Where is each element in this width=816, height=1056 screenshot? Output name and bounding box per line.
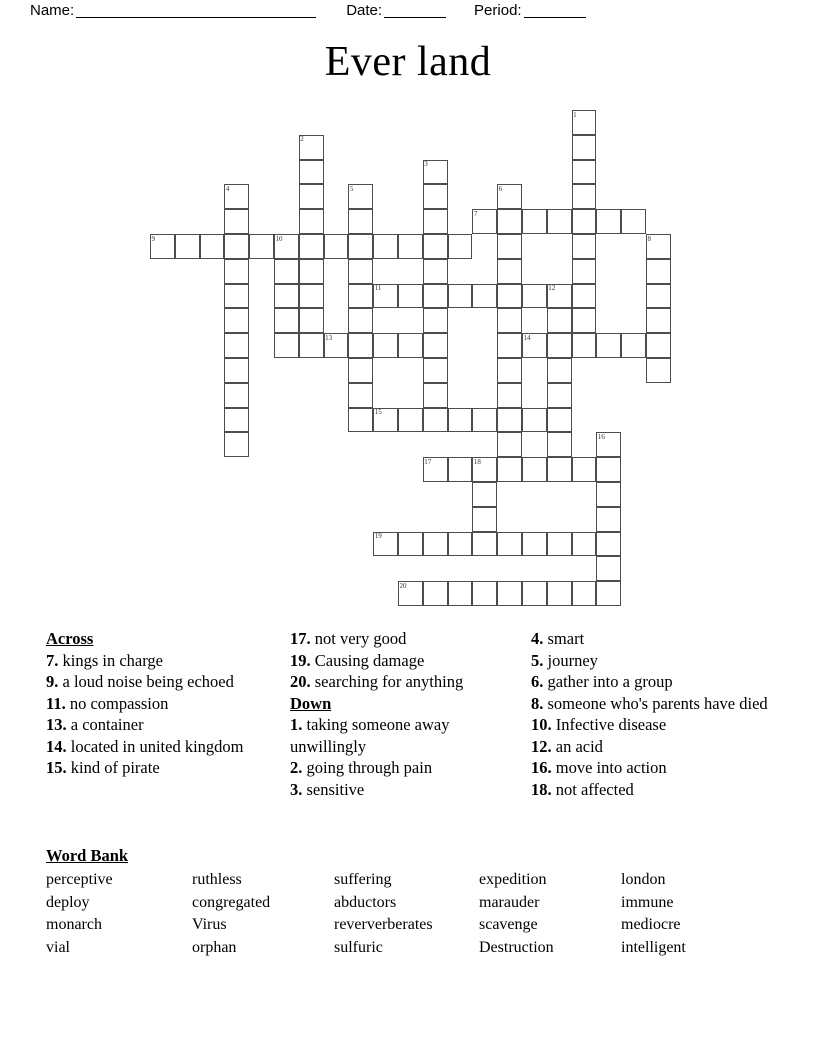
grid-cell[interactable]: [423, 160, 448, 185]
grid-cell[interactable]: [274, 333, 299, 358]
grid-cell[interactable]: [547, 432, 572, 457]
grid-cell[interactable]: [522, 333, 547, 358]
grid-cell[interactable]: [572, 581, 597, 606]
grid-clue-number: 4: [225, 184, 230, 193]
grid-clue-number: 13: [325, 333, 333, 342]
grid-cell[interactable]: [472, 507, 497, 532]
grid-cell[interactable]: [497, 532, 522, 557]
clue-down-12: 12. an acid: [531, 736, 603, 756]
word-bank-list: [46, 869, 776, 960]
grid-cell[interactable]: [596, 581, 621, 606]
date-label: Date:: [346, 2, 383, 19]
grid-cell[interactable]: [398, 333, 423, 358]
grid-cell[interactable]: [497, 184, 522, 209]
grid-clue-number: 5: [349, 184, 354, 193]
date-blank-line: [384, 2, 446, 18]
grid-cell[interactable]: [299, 284, 324, 309]
grid-cell[interactable]: [224, 184, 249, 209]
grid-cell[interactable]: [448, 408, 473, 433]
grid-cell[interactable]: [596, 432, 621, 457]
clue-number: 17.: [290, 629, 311, 648]
grid-cell[interactable]: [596, 507, 621, 532]
grid-cell[interactable]: [522, 209, 547, 234]
grid-clue-number: 19: [374, 532, 382, 541]
clue-number: 14.: [46, 736, 67, 756]
grid-cell[interactable]: [596, 482, 621, 507]
grid-cell[interactable]: [398, 234, 423, 259]
word-bank-heading: Word Bank: [46, 846, 129, 865]
clue-down-16: 16. move into action: [531, 758, 667, 777]
clue-number: 9.: [46, 672, 59, 691]
grid-cell[interactable]: [497, 457, 522, 482]
grid-cell[interactable]: [547, 209, 572, 234]
grid-cell[interactable]: [299, 308, 324, 333]
grid-cell[interactable]: [572, 209, 597, 234]
grid-cell[interactable]: [572, 234, 597, 259]
clue-number: 7.: [46, 650, 59, 670]
student-info-header: [0, 0, 816, 26]
grid-clue-number: 7: [473, 209, 478, 218]
grid-clue-number: 16: [597, 432, 605, 441]
word-bank-item: congregated: [192, 893, 271, 911]
grid-clue-number: 2: [300, 135, 304, 144]
grid-cell[interactable]: [497, 333, 522, 358]
grid-cell[interactable]: [423, 234, 448, 259]
clue-down-3: 3. sensitive: [290, 779, 365, 799]
grid-cell[interactable]: [646, 234, 671, 259]
grid-cell[interactable]: [572, 308, 597, 333]
clue-number: 8.: [531, 693, 544, 713]
clue-down-1: 1. taking someone away unwillingly: [290, 715, 450, 756]
grid-cell[interactable]: [522, 408, 547, 433]
grid-cell[interactable]: [423, 184, 448, 209]
grid-cell[interactable]: [547, 383, 572, 408]
grid-cell[interactable]: [299, 160, 324, 185]
word-bank-item: Destruction: [479, 939, 554, 957]
grid-cell[interactable]: [547, 457, 572, 482]
grid-cell[interactable]: [200, 234, 225, 259]
word-bank-item: ruthless: [192, 871, 242, 888]
grid-cell[interactable]: [423, 581, 448, 606]
grid-clue-number: 17: [424, 457, 432, 466]
grid-cell[interactable]: [572, 135, 597, 160]
grid-cell[interactable]: [596, 209, 621, 234]
grid-clue-number: 18: [473, 457, 481, 466]
grid-cell[interactable]: [497, 284, 522, 309]
grid-cell[interactable]: [646, 259, 671, 284]
grid-cell[interactable]: [572, 284, 597, 309]
clue-across-14: 14. located in united kingdom: [46, 736, 244, 756]
grid-cell[interactable]: [224, 284, 249, 309]
grid-cell[interactable]: [324, 333, 349, 358]
grid-cell[interactable]: [621, 333, 646, 358]
crossword-grid[interactable]: [150, 110, 670, 590]
grid-cell[interactable]: [348, 259, 373, 284]
grid-cell[interactable]: [448, 284, 473, 309]
grid-cell[interactable]: [398, 581, 423, 606]
word-bank-item: immune: [621, 893, 674, 911]
grid-clue-number: 11: [374, 284, 382, 293]
grid-cell[interactable]: [448, 457, 473, 482]
grid-cell[interactable]: [224, 333, 249, 358]
clue-down-5: 5. journey: [531, 650, 598, 670]
grid-cell[interactable]: [572, 160, 597, 185]
clue-across-9: 9. a loud noise being echoed: [46, 672, 234, 691]
grid-cell[interactable]: [398, 532, 423, 557]
grid-cell[interactable]: [224, 209, 249, 234]
grid-clue-number: 10: [275, 234, 283, 243]
grid-cell[interactable]: [423, 457, 448, 482]
word-bank-item: suffering: [334, 871, 392, 888]
grid-cell[interactable]: [547, 581, 572, 606]
grid-cell[interactable]: [348, 308, 373, 333]
period-label: Period:: [474, 2, 522, 19]
grid-cell[interactable]: [596, 333, 621, 358]
grid-cell[interactable]: [299, 209, 324, 234]
grid-cell[interactable]: [274, 259, 299, 284]
clue-number: 20.: [290, 672, 311, 691]
grid-cell[interactable]: [621, 209, 646, 234]
word-bank: [46, 846, 776, 960]
grid-cell[interactable]: [596, 556, 621, 581]
grid-cell[interactable]: [299, 184, 324, 209]
grid-cell[interactable]: [572, 532, 597, 557]
grid-cell[interactable]: [472, 482, 497, 507]
clue-across-17: 17. not very good: [290, 629, 407, 648]
grid-cell[interactable]: [522, 532, 547, 557]
grid-cell[interactable]: [522, 457, 547, 482]
clue-number: 15.: [46, 758, 67, 777]
grid-cell[interactable]: [150, 234, 175, 259]
grid-cell[interactable]: [472, 457, 497, 482]
word-bank-item: marauder: [479, 893, 540, 911]
clue-across-13: 13. a container: [46, 715, 144, 734]
grid-cell[interactable]: [448, 581, 473, 606]
grid-cell[interactable]: [646, 284, 671, 309]
grid-cell[interactable]: [224, 408, 249, 433]
grid-cell[interactable]: [547, 308, 572, 333]
clue-number: 1.: [290, 715, 303, 734]
grid-cell[interactable]: [472, 408, 497, 433]
clue-column-2: [290, 628, 515, 800]
word-bank-item: intelligent: [621, 939, 686, 957]
clue-across-20: 20. searching for anything: [290, 672, 464, 691]
grid-cell[interactable]: [299, 259, 324, 284]
grid-clue-number: 1: [573, 110, 577, 119]
clue-number: 4.: [531, 629, 544, 648]
grid-cell[interactable]: [299, 234, 324, 259]
grid-cell[interactable]: [572, 457, 597, 482]
clue-section: [0, 628, 816, 843]
clue-across-19: 19. Causing damage: [290, 650, 425, 670]
grid-cell[interactable]: [274, 308, 299, 333]
grid-cell[interactable]: [522, 581, 547, 606]
grid-cell[interactable]: [224, 383, 249, 408]
period-blank-line: [524, 2, 586, 18]
grid-cell[interactable]: [497, 383, 522, 408]
grid-clue-number: 8: [647, 234, 651, 243]
grid-cell[interactable]: [646, 308, 671, 333]
grid-clue-number: 6: [498, 184, 503, 193]
grid-cell[interactable]: [423, 333, 448, 358]
word-bank-item: vial: [46, 939, 70, 957]
clue-down-2: 2. going through pain: [290, 758, 433, 777]
grid-cell[interactable]: [596, 532, 621, 557]
grid-cell[interactable]: [497, 259, 522, 284]
down-heading: Down: [290, 693, 332, 713]
grid-cell[interactable]: [398, 284, 423, 309]
grid-cell[interactable]: [175, 234, 200, 259]
grid-cell[interactable]: [547, 333, 572, 358]
name-label: Name:: [30, 2, 75, 19]
clue-down-4: 4. smart: [531, 629, 585, 648]
grid-cell[interactable]: [448, 532, 473, 557]
grid-cell[interactable]: [224, 308, 249, 333]
grid-cell[interactable]: [224, 234, 249, 259]
clue-number: 10.: [531, 715, 552, 734]
clue-number: 5.: [531, 650, 544, 670]
grid-cell[interactable]: [497, 308, 522, 333]
grid-cell[interactable]: [299, 135, 324, 160]
clue-down-18: 18. not affected: [531, 779, 634, 799]
grid-cell[interactable]: [373, 408, 398, 433]
grid-cell[interactable]: [224, 358, 249, 383]
clue-across-11: 11. no compassion: [46, 693, 169, 713]
grid-cell[interactable]: [497, 209, 522, 234]
grid-cell[interactable]: [448, 234, 473, 259]
grid-cell[interactable]: [299, 333, 324, 358]
clue-down-8: 8. someone who's parents have died: [531, 693, 768, 713]
clue-number: 6.: [531, 672, 544, 691]
word-bank-item: perceptive: [46, 871, 113, 888]
grid-clue-number: 12: [548, 284, 556, 293]
grid-cell[interactable]: [547, 408, 572, 433]
clue-column-3: [531, 628, 771, 800]
grid-cell[interactable]: [572, 333, 597, 358]
grid-cell[interactable]: [547, 532, 572, 557]
clue-down-6: 6. gather into a group: [531, 672, 673, 691]
grid-cell[interactable]: [547, 284, 572, 309]
grid-cell[interactable]: [423, 408, 448, 433]
clue-number: 3.: [290, 779, 303, 799]
grid-cell[interactable]: [348, 234, 373, 259]
grid-cell[interactable]: [423, 358, 448, 383]
grid-cell[interactable]: [497, 581, 522, 606]
clue-across-7: 7. kings in charge: [46, 650, 164, 670]
word-bank-item: abductors: [334, 893, 397, 911]
grid-cell[interactable]: [373, 532, 398, 557]
grid-cell[interactable]: [348, 358, 373, 383]
across-heading: Across: [46, 629, 94, 648]
grid-cell[interactable]: [423, 259, 448, 284]
clue-across-15: 15. kind of pirate: [46, 758, 160, 777]
clue-number: 16.: [531, 758, 552, 777]
grid-cell[interactable]: [224, 432, 249, 457]
grid-clue-number: 20: [399, 581, 407, 590]
page-title: Ever land: [324, 39, 492, 85]
name-blank-line: [76, 2, 316, 18]
grid-cell[interactable]: [249, 234, 274, 259]
grid-cell[interactable]: [497, 358, 522, 383]
grid-cell[interactable]: [373, 284, 398, 309]
word-bank-item: Virus: [192, 916, 227, 934]
grid-cell[interactable]: [373, 333, 398, 358]
grid-cell[interactable]: [324, 234, 349, 259]
grid-cell[interactable]: [348, 209, 373, 234]
grid-cell[interactable]: [348, 408, 373, 433]
grid-cell[interactable]: [423, 308, 448, 333]
clue-number: 19.: [290, 650, 311, 670]
grid-cell[interactable]: [472, 284, 497, 309]
grid-cell[interactable]: [423, 209, 448, 234]
grid-clue-number: 14: [523, 333, 531, 342]
grid-cell[interactable]: [274, 284, 299, 309]
grid-cell[interactable]: [572, 259, 597, 284]
clue-number: 12.: [531, 736, 552, 756]
word-bank-item: mediocre: [621, 916, 681, 934]
grid-cell[interactable]: [423, 284, 448, 309]
grid-clue-number: 3: [424, 160, 428, 169]
clue-down-10: 10. Infective disease: [531, 715, 667, 734]
clue-number: 2.: [290, 758, 303, 777]
clue-number: 18.: [531, 779, 552, 799]
word-bank-item: scavenge: [479, 916, 538, 934]
word-bank-item: sulfuric: [334, 939, 383, 957]
grid-cell[interactable]: [348, 333, 373, 358]
word-bank-item: monarch: [46, 916, 102, 934]
grid-cell[interactable]: [423, 532, 448, 557]
grid-cell[interactable]: [572, 110, 597, 135]
clue-column-1: [46, 628, 271, 779]
grid-cell[interactable]: [547, 358, 572, 383]
grid-cell[interactable]: [497, 234, 522, 259]
grid-cell[interactable]: [423, 383, 448, 408]
clue-number: 11.: [46, 693, 66, 713]
grid-cell[interactable]: [497, 408, 522, 433]
grid-cell[interactable]: [348, 284, 373, 309]
grid-cell[interactable]: [472, 581, 497, 606]
grid-cell[interactable]: [373, 234, 398, 259]
clue-number: 13.: [46, 715, 67, 734]
word-bank-item: london: [621, 871, 666, 888]
grid-cell[interactable]: [646, 358, 671, 383]
grid-cell[interactable]: [646, 333, 671, 358]
grid-cell[interactable]: [522, 284, 547, 309]
word-bank-item: reververberates: [334, 916, 433, 934]
grid-cell[interactable]: [472, 209, 497, 234]
grid-cell[interactable]: [224, 259, 249, 284]
grid-cell[interactable]: [497, 432, 522, 457]
grid-clue-number: 15: [374, 408, 382, 417]
grid-cell[interactable]: [572, 184, 597, 209]
word-bank-item: expedition: [479, 871, 547, 888]
grid-cell[interactable]: [348, 184, 373, 209]
word-bank-item: deploy: [46, 893, 90, 911]
grid-cell[interactable]: [472, 532, 497, 557]
grid-clue-number: 9: [151, 234, 155, 243]
grid-cell[interactable]: [596, 457, 621, 482]
grid-cell[interactable]: [274, 234, 299, 259]
grid-cell[interactable]: [348, 383, 373, 408]
grid-cell[interactable]: [398, 408, 423, 433]
word-bank-item: orphan: [192, 939, 237, 957]
